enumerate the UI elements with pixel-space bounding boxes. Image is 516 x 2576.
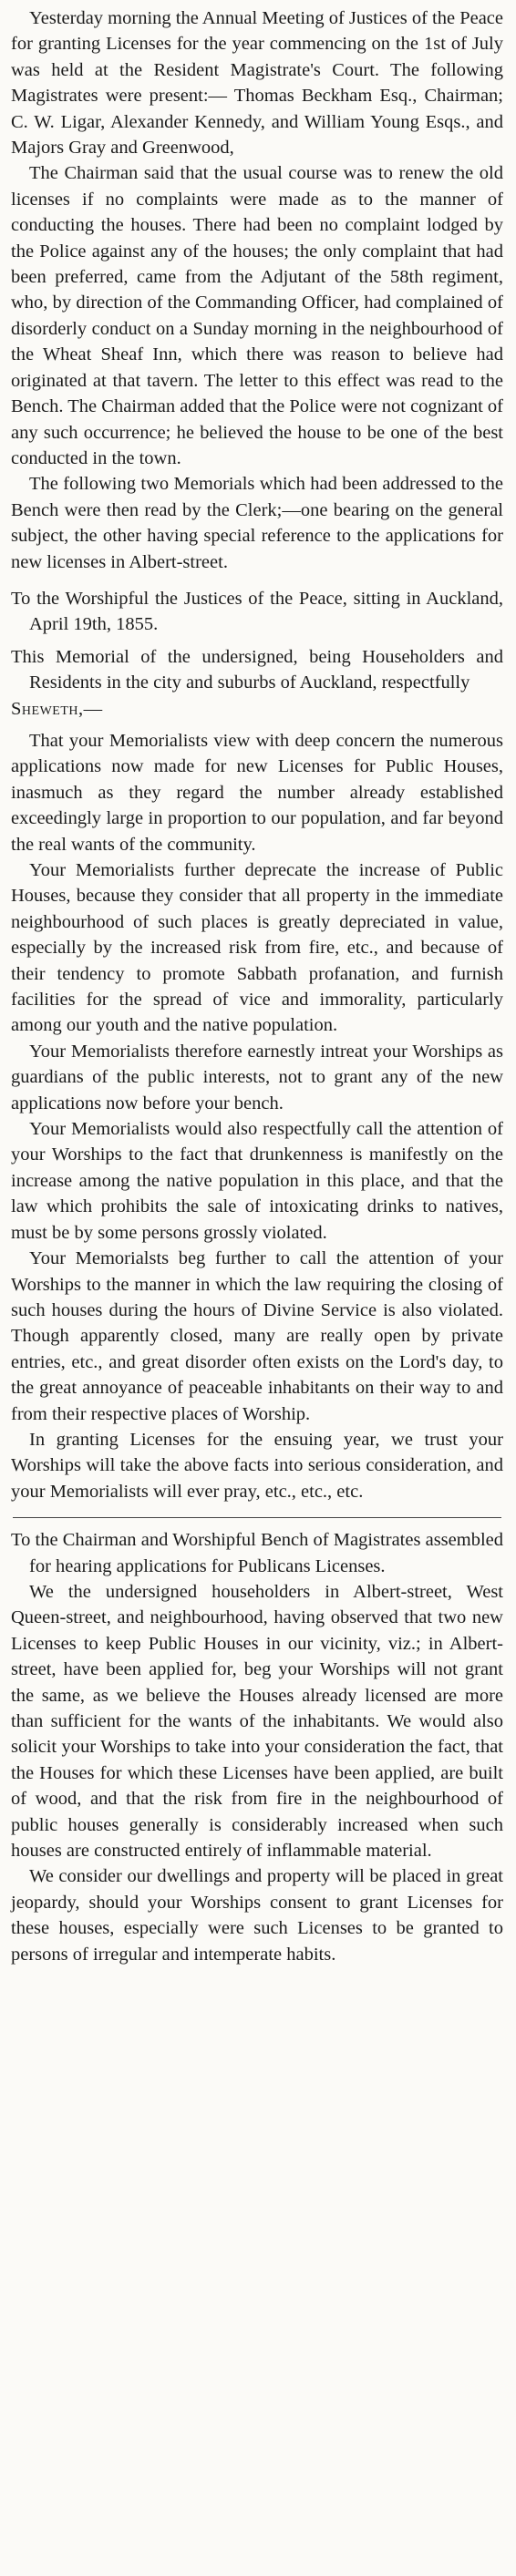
memorial1-paragraph-2: Your Memorialists further deprecate the increase of Public Houses, because they consider that all property in the immediate neighbourhood of such places is greatly depreciated in value, especially by the increased risk from fire, etc., and because of their tendency to promote Sabbath profanation, and furnish facilities for the spread of vice and immorality, particularly among our youth and the native population. [11,860,503,1036]
memorial2-address: To the Chairman and Worshipful Bench of Magistrates assembled for hearing applications for Publicans Licenses. [11,1530,503,1576]
intro-paragraph-1: Yesterday morning the Annual Meeting of Justices of the Peace for granting Licenses for the year commencing on the 1st of July was held at the Resident Magistrate's Court. The following Magistrates were present:— Thomas Beckham Esq., Chairman; C. W. Ligar, Alexander Kennedy, and William Young Esqs., and Majors Gray and Greenwood, [11,8,503,159]
memorial2-paragraph-1: We the undersigned householders in Albert-street, West Queen-street, and neighbourhood, having observed that two new Licenses to keep Public Houses in our vicinity, viz.; in Albert-street, have been applied for, beg your Worships will not grant the same, as we believe the Houses already licensed are more than sufficient for the wants of the inhabitants. We would also solicit your Worships to take into your consideration the fact, that the Houses for which these Licenses have been applied, are built of wood, and that the risk from fire in the neighbourhood of public houses generally is considerably increased when such houses are constructed entirely of inflammable material. [11,1581,503,1862]
memorial1-address: To the Worshipful the Justices of the Peace, sitting in Auckland, April 19th, 1855. [11,588,503,635]
memorial1-paragraph-3: Your Memorialists therefore earnestly intreat your Worships as guardians of the public interests, not to grant any of the new applications now before your bench. [11,1041,503,1114]
memorial1-preamble: This Memorial of the undersigned, being Householders and Residents in the city and suburbs of Auckland, respectfully [11,646,503,693]
memorial1-salutation: Sheweth,— [11,698,103,719]
section-divider [13,1517,501,1518]
memorial1-paragraph-4: Your Memorialists would also respectfully call the attention of your Worships to the fact that drunkenness is manifestly on the increase among the native population in this place, and that the law which prohibits the sale of intoxicating drinks to natives, must be by some persons grossly violated. [11,1119,503,1243]
intro-paragraph-3: The following two Memorials which had been addressed to the Bench were then read by the Clerk;—one bearing on the general subject, the other having special reference to the applications for new licenses in Albert-street. [11,474,503,572]
intro-paragraph-2: The Chairman said that the usual course was to renew the old licenses if no complaints were made as to the manner of conducting the houses. There had been no complaint lodged by the Police against any of the houses; the only complaint that had been preferred, came from the Adjutant of the 58th regiment, who, by direction of the Commanding Officer, had complained of disorderly conduct on a Sunday morning in the neighbourhood of the Wheat Sheaf Inn, which there was reason to believe had originated at that tavern. The letter to this effect was read to the Bench. The Chairman added that the Police were not cognizant of any such occurrence; he believed the house to be one of the best conducted in the town. [11,163,503,468]
memorial1-paragraph-5: Your Memorialsts beg further to call the attention of your Worships to the manner in which the law requiring the closing of such houses during the hours of Divine Service is also violated. Though apparently closed, many are really open by private entries, etc., and great disorder often exists on the Lord's day, to the great annoyance of peaceable inhabitants on their way to and from their respective places of Worship. [11,1248,503,1424]
memorial1-paragraph-6: In granting Licenses for the ensuing year, we trust your Worships will take the above facts into serious consideration, and your Memorialists will ever pray, etc., etc., etc. [11,1429,503,1502]
memorial2-paragraph-2: We consider our dwellings and property will be placed in great jeopardy, should your Worships consent to grant Licenses for these houses, especially were such Licenses to be granted to persons of irregular and intemperate habits. [11,1866,503,1965]
memorial1-paragraph-1: That your Memorialists view with deep concern the numerous applications now made for new Licenses for Public Houses, inasmuch as they regard the number already established exceedingly large in proportion to our population, and far beyond the real wants of the community. [11,730,503,855]
